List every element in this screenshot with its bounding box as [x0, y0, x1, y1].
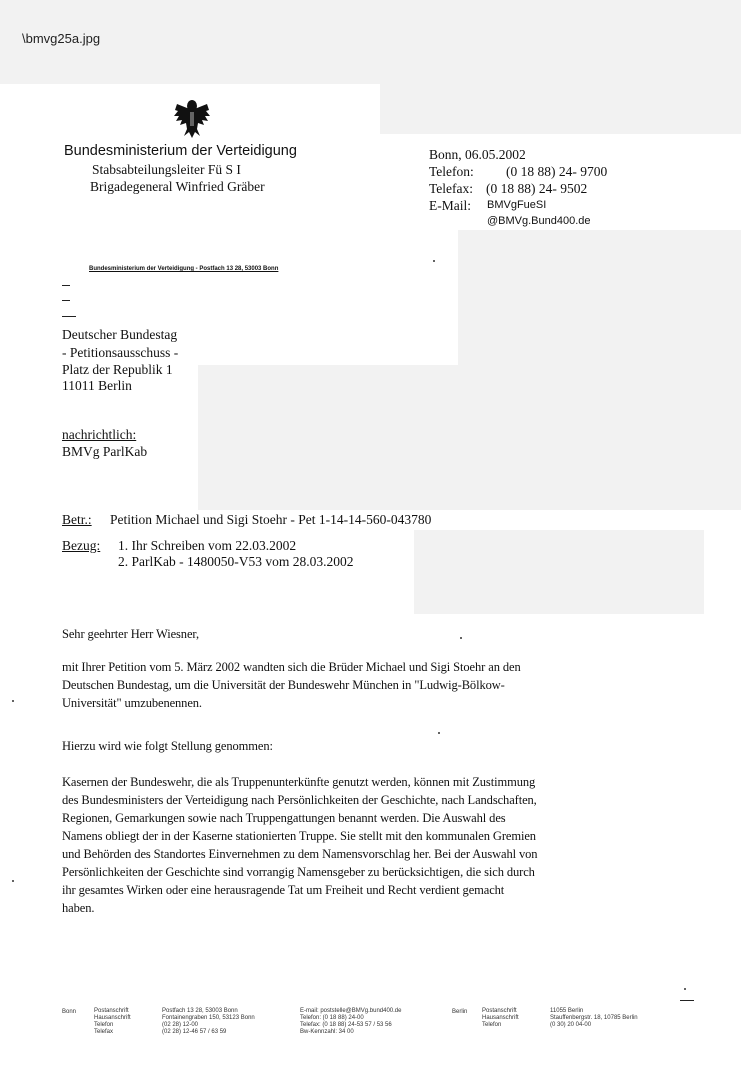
sender-department: Stabsabteilungsleiter Fü S I: [92, 162, 241, 177]
paragraph-2: [62, 737, 273, 755]
scan-background-top: [0, 0, 741, 84]
footer-bonn-label: Bonn: [62, 1009, 77, 1015]
file-label: \bmvg25a.jpg: [22, 31, 101, 46]
reference-item-2: 2. ParlKab - 1480050-V53 vom 28.03.2002: [118, 554, 354, 569]
paragraph-line: Hierzu wird wie folgt Stellung genommen:: [62, 739, 273, 753]
footer-text: Telefon: [482, 1022, 502, 1028]
scan-background-top-right: [380, 84, 741, 134]
footer-text: Telefon: (0 18 88) 24-00: [300, 1015, 364, 1021]
address-dash-3: [62, 316, 76, 317]
footer-berlin-col2: [550, 1008, 638, 1029]
scan-speck: [433, 260, 435, 262]
subject-label: Betr.:: [62, 512, 92, 527]
recipient-line-3: Platz der Republik 1: [62, 362, 173, 377]
address-dash-2: [62, 300, 70, 301]
footer-text: Telefax: (0 18 88) 24-53 57 / 53 56: [300, 1022, 392, 1028]
footer-bonn-col3: [300, 1008, 401, 1036]
phone-value: (0 18 88) 24- 9700: [506, 164, 608, 179]
paragraph-1: [62, 658, 682, 712]
paragraph-line: Deutschen Bundestag, um die Universität der Bundeswehr München in "Ludwig-Bölkow-: [62, 678, 505, 692]
footer-text: Telefax: [94, 1029, 114, 1035]
scan-speck: [684, 988, 686, 990]
address-dash-1: [62, 285, 70, 286]
recipient-line-2: - Petitionsausschuss -: [62, 345, 179, 360]
scan-speck: [12, 700, 14, 702]
paragraph-line: Namens obliegt der in der Kaserne stationierten Truppe. Sie stellt mit den kommunalen Gremien: [62, 829, 536, 843]
sender-ministry: Bundesministerium der Verteidigung: [64, 143, 297, 159]
footer-berlin-col1: [482, 1008, 519, 1029]
place-date: Bonn, 06.05.2002: [429, 147, 526, 162]
paragraph-line: haben.: [62, 901, 95, 915]
reference-label: Bezug:: [62, 538, 101, 553]
footer-text: Fontainengraben 150, 53123 Bonn: [162, 1015, 255, 1021]
paragraph-line: und Behörden des Standortes Einvernehmen zu dem Namensvorschlag her. Bei der Auswahl von: [62, 847, 538, 861]
recipient-line-4: 11011 Berlin: [62, 378, 132, 393]
paragraph-line: des Bundesministers der Verteidigung nach Persönlichkeiten der Geschichte, nach Landschaften,: [62, 793, 537, 807]
scan-background-ref: [414, 530, 704, 614]
salutation: Sehr geehrter Herr Wiesner,: [62, 627, 199, 641]
footer-text: Postanschrift: [482, 1008, 517, 1014]
paragraph-line: Persönlichkeiten der Geschichte sind vorrangig Namensgeber zu berücksichtigen, die sich durch: [62, 865, 535, 879]
footer-text: 11055 Berlin: [550, 1008, 584, 1014]
footer-text: Bw-Kennzahl: 34 00: [300, 1029, 354, 1035]
footer-bonn-col1: [94, 1008, 131, 1036]
footer-text: (02 28) 12-46 57 / 63 59: [162, 1029, 227, 1035]
scan-speck: [460, 637, 462, 639]
recipient-line-1: Deutscher Bundestag: [62, 327, 178, 342]
reference-item-1: 1. Ihr Schreiben vom 22.03.2002: [118, 538, 297, 553]
return-address: Bundesministerium der Verteidigung - Postfach 13 28, 53003 Bonn: [89, 266, 279, 272]
footer-text: (0 30) 20 04-00: [550, 1022, 592, 1028]
footer-text: Hausanschrift: [482, 1015, 519, 1021]
fax-label: Telefax:: [429, 181, 474, 196]
fax-value: (0 18 88) 24- 9502: [486, 181, 588, 196]
subject-text: Petition Michael und Sigi Stoehr - Pet 1-14-14-560-043780: [110, 512, 432, 527]
paragraph-3: [62, 773, 692, 917]
footer-bonn-col2: [162, 1008, 255, 1036]
email-line1: BMVgFueSI: [487, 199, 547, 211]
footer-text: Postfach 13 28, 53003 Bonn: [162, 1008, 238, 1014]
footer-text: Postanschrift: [94, 1008, 129, 1014]
footer-text: Stauffenbergstr. 18, 10785 Berlin: [550, 1015, 638, 1021]
paragraph-line: ihr gesamtes Wirken oder eine herausragende Tat um Freiheit und Recht verdient gemacht: [62, 883, 505, 897]
sender-name: Brigadegeneral Winfried Gräber: [90, 179, 265, 194]
scan-speck: [12, 880, 14, 882]
footer-text: Telefon: [94, 1022, 114, 1028]
scan-background-middle: [198, 365, 741, 510]
scan-mark: [680, 1000, 694, 1001]
footer-text: Hausanschrift: [94, 1015, 131, 1021]
cc-label: nachrichtlich:: [62, 427, 137, 442]
scan-speck: [438, 732, 440, 734]
footer-berlin-label: Berlin: [452, 1009, 468, 1015]
paragraph-line: mit Ihrer Petition vom 5. März 2002 wandten sich die Brüder Michael und Sigi Stoehr an den: [62, 660, 521, 674]
cc-value: BMVg ParlKab: [62, 444, 148, 459]
paragraph-line: Kasernen der Bundeswehr, die als Truppenunterkünfte genutzt werden, können mit Zustimmung: [62, 775, 536, 789]
paragraph-line: Regionen, Gemarkungen sowie nach Truppengattungen benannt werden. Die Auswahl des: [62, 811, 506, 825]
footer-text: (02 28) 12-00: [162, 1022, 199, 1028]
paragraph-line: Universität" umzubenennen.: [62, 696, 202, 710]
federal-eagle-icon: [172, 96, 212, 140]
phone-label: Telefon:: [429, 164, 474, 179]
email-line2: @BMVg.Bund400.de: [487, 215, 591, 227]
footer-text: E-mail: poststelle@BMVg.bund400.de: [300, 1008, 402, 1014]
email-label: E-Mail:: [429, 198, 471, 213]
